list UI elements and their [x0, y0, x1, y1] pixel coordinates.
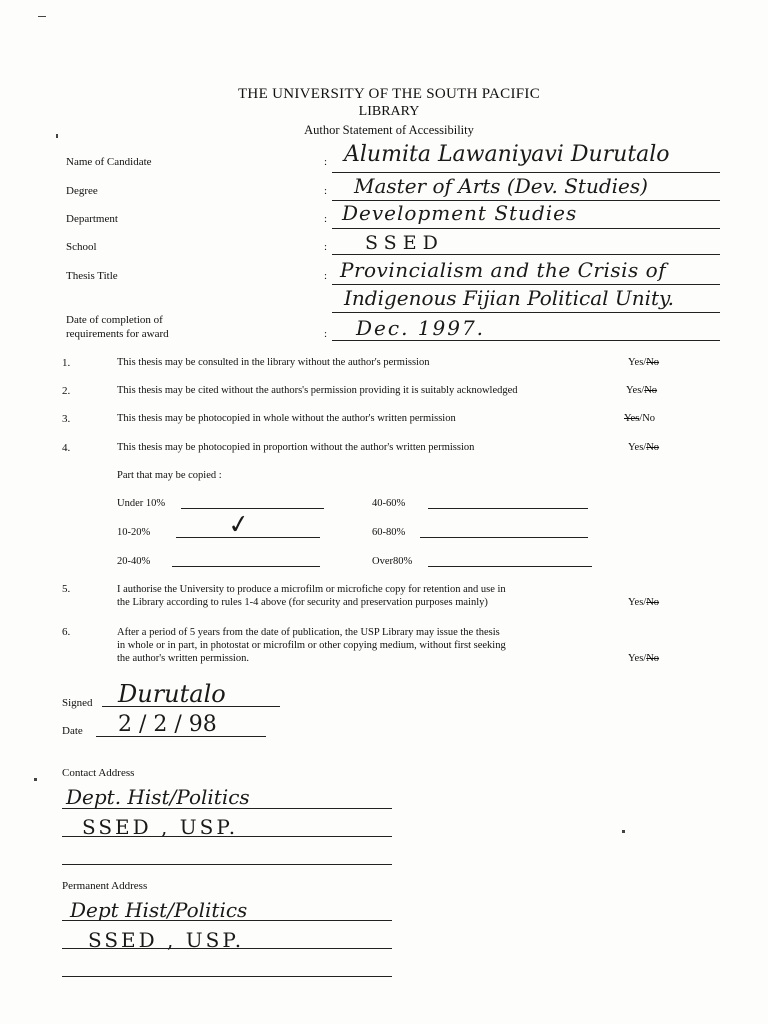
contact-underline-1	[62, 808, 392, 809]
signature-value: Durutalo	[118, 680, 226, 708]
statement-6-line3: the author's written permission.	[117, 653, 249, 664]
no-option-struck: No	[644, 385, 658, 396]
degree-label: Degree	[66, 185, 98, 197]
statement-5-line1: I authorise the University to produce a microfilm or microfiche copy for retention and use in	[117, 584, 506, 595]
contact-address-line1: Dept. Hist/Politics	[66, 785, 250, 809]
copy-under10-label: Under 10%	[117, 498, 166, 509]
statement-1-yesno	[628, 357, 659, 368]
yes-option: Yes/	[626, 385, 645, 396]
no-option: /No	[639, 413, 656, 424]
school-underline	[332, 254, 720, 255]
yes-option: Yes/	[628, 597, 647, 608]
colon: :	[324, 328, 328, 340]
name-label: Name of Candidate	[66, 156, 152, 168]
statement-4-number: 4.	[62, 442, 71, 454]
university-title: THE UNIVERSITY OF THE SOUTH PACIFIC	[237, 86, 541, 102]
completion-label-line2: requirements for award	[66, 328, 169, 340]
yes-option: Yes/	[628, 653, 647, 664]
statement-2-text: This thesis may be cited without the authors's permission providing it is suitably acknowledged	[117, 385, 518, 396]
statement-6-text	[117, 626, 506, 665]
scan-speck	[34, 778, 37, 781]
copy-60-80-label: 60-80%	[372, 527, 406, 538]
thesis-label: Thesis Title	[66, 270, 118, 282]
statement-3-text: This thesis may be photocopied in whole without the author's written permission	[117, 413, 456, 424]
statement-5-yesno	[628, 597, 659, 608]
date-value: 2 / 2 / 98	[118, 712, 217, 737]
statement-3-number: 3.	[62, 413, 71, 425]
signed-label: Signed	[62, 697, 93, 709]
degree-value: Master of Arts (Dev. Studies)	[354, 174, 648, 198]
thesis-underline-2	[332, 312, 720, 313]
name-value: Alumita Lawaniyavi Durutalo	[344, 142, 670, 167]
date-underline	[96, 736, 266, 737]
yes-option: Yes/	[628, 442, 647, 453]
no-option-struck: No	[646, 442, 660, 453]
completion-label	[66, 313, 169, 341]
thesis-value-line1: Provincialism and the Crisis of	[340, 258, 667, 282]
statement-5-number: 5.	[62, 583, 71, 595]
copy-40-60-line	[428, 508, 588, 509]
copy-40-60-label: 40-60%	[372, 498, 406, 509]
statement-1-text: This thesis may be consulted in the library without the author's permission	[117, 357, 430, 368]
permanent-address-line2: SSED , USP.	[88, 928, 245, 952]
signed-underline	[102, 706, 280, 707]
contact-address-label: Contact Address	[62, 767, 135, 779]
statement-6-yesno	[628, 653, 659, 664]
copy-20-40-label: 20-40%	[117, 556, 151, 567]
permanent-underline-1	[62, 920, 392, 921]
permanent-address-label: Permanent Address	[62, 880, 148, 892]
scan-speck	[38, 16, 46, 17]
form-subtitle: Author Statement of Accessibility	[304, 123, 474, 137]
department-label: Department	[66, 213, 118, 225]
copy-intro: Part that may be copied :	[117, 470, 222, 481]
school-value: SSED	[365, 232, 444, 254]
copy-over80-line	[428, 566, 592, 567]
colon: :	[324, 213, 328, 225]
name-underline	[332, 172, 720, 173]
contact-underline-2	[62, 836, 392, 837]
department-underline	[332, 228, 720, 229]
yes-option-struck: Yes	[624, 413, 640, 424]
contact-address-line2: SSED , USP.	[82, 815, 239, 839]
colon: :	[324, 185, 328, 197]
thesis-underline-1	[332, 284, 720, 285]
permanent-underline-2	[62, 948, 392, 949]
no-option-struck: No	[646, 357, 660, 368]
copy-60-80-line	[420, 537, 588, 538]
department-value: Development Studies	[342, 201, 578, 225]
scan-speck	[622, 830, 625, 833]
library-title: LIBRARY	[358, 104, 420, 119]
thesis-value-line2: Indigenous Fijian Political Unity.	[344, 286, 675, 310]
copy-under10-line	[181, 508, 324, 509]
colon: :	[324, 241, 328, 253]
school-label: School	[66, 241, 97, 253]
statement-1-number: 1.	[62, 357, 71, 369]
statement-2-number: 2.	[62, 385, 71, 397]
permanent-underline-3	[62, 976, 392, 977]
statement-4-yesno	[628, 442, 659, 453]
copy-10-20-checkmark: ✓	[226, 508, 252, 542]
copy-20-40-line	[172, 566, 320, 567]
copy-over80-label: Over80%	[372, 556, 413, 567]
copy-10-20-label: 10-20%	[117, 527, 151, 538]
statement-5-line2: the Library according to rules 1-4 above (for security and preservation purposes mainly)	[117, 597, 488, 608]
completion-underline	[332, 340, 720, 341]
statement-6-number: 6.	[62, 626, 71, 638]
completion-value: Dec. 1997.	[356, 316, 486, 340]
date-label: Date	[62, 725, 83, 737]
colon: :	[324, 156, 328, 168]
yes-option: Yes/	[628, 357, 647, 368]
statement-3-yesno	[624, 413, 655, 424]
permanent-address-line1: Dept Hist/Politics	[70, 898, 248, 922]
statement-4-text: This thesis may be photocopied in proportion without the author's written permission	[117, 442, 475, 453]
statement-2-yesno	[626, 385, 657, 396]
contact-underline-3	[62, 864, 392, 865]
scan-speck	[56, 134, 58, 138]
statement-5-text	[117, 583, 506, 609]
completion-label-line1: Date of completion of	[66, 314, 163, 326]
statement-6-line1: After a period of 5 years from the date of publication, the USP Library may issue the thesis	[117, 627, 500, 638]
colon: :	[324, 270, 328, 282]
no-option-struck: No	[646, 597, 660, 608]
statement-6-line2: in whole or in part, in photostat or microfilm or other copying medium, without first seeking	[117, 640, 506, 651]
no-option-struck: No	[646, 653, 660, 664]
